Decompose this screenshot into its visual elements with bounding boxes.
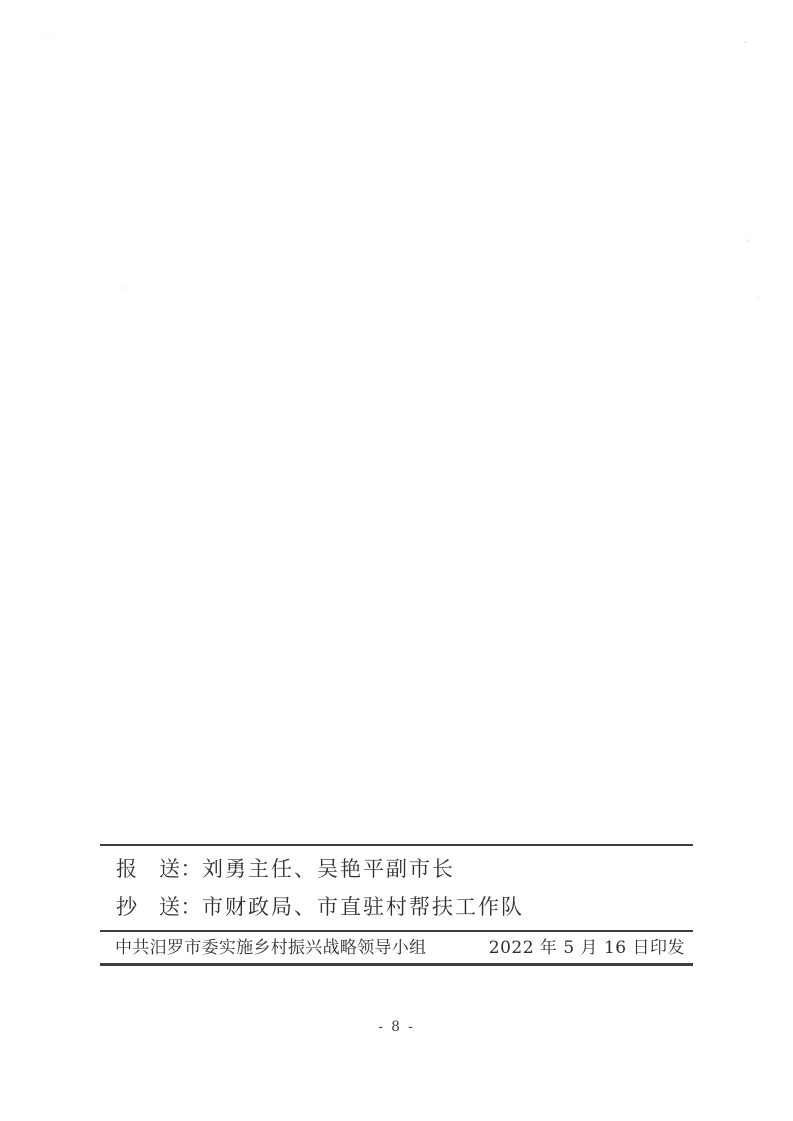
scan-speck [47, 33, 49, 35]
report-label: 报 送： [116, 857, 202, 881]
report-recipients: 刘勇主任、吴艳平副市长 [202, 857, 455, 881]
scan-speck [757, 297, 759, 299]
cc-recipients: 市财政局、市直驻村帮扶工作队 [202, 895, 524, 919]
colophon-line [100, 935, 693, 961]
report-line [100, 855, 693, 883]
print-date: 2022 年 5 月 16 日印发 [488, 938, 685, 958]
cc-line [100, 893, 693, 921]
separator-rule-top [100, 844, 693, 846]
separator-rule-middle [100, 930, 693, 932]
page-number: - 8 - [378, 1019, 415, 1035]
issuing-organization: 中共汨罗市委实施乡村振兴战略领导小组 [115, 938, 427, 958]
scan-speck [744, 41, 747, 43]
separator-rule-bottom [100, 963, 693, 966]
cc-label: 抄 送： [116, 895, 202, 919]
scan-speck [122, 287, 124, 289]
scan-speck [747, 239, 749, 242]
